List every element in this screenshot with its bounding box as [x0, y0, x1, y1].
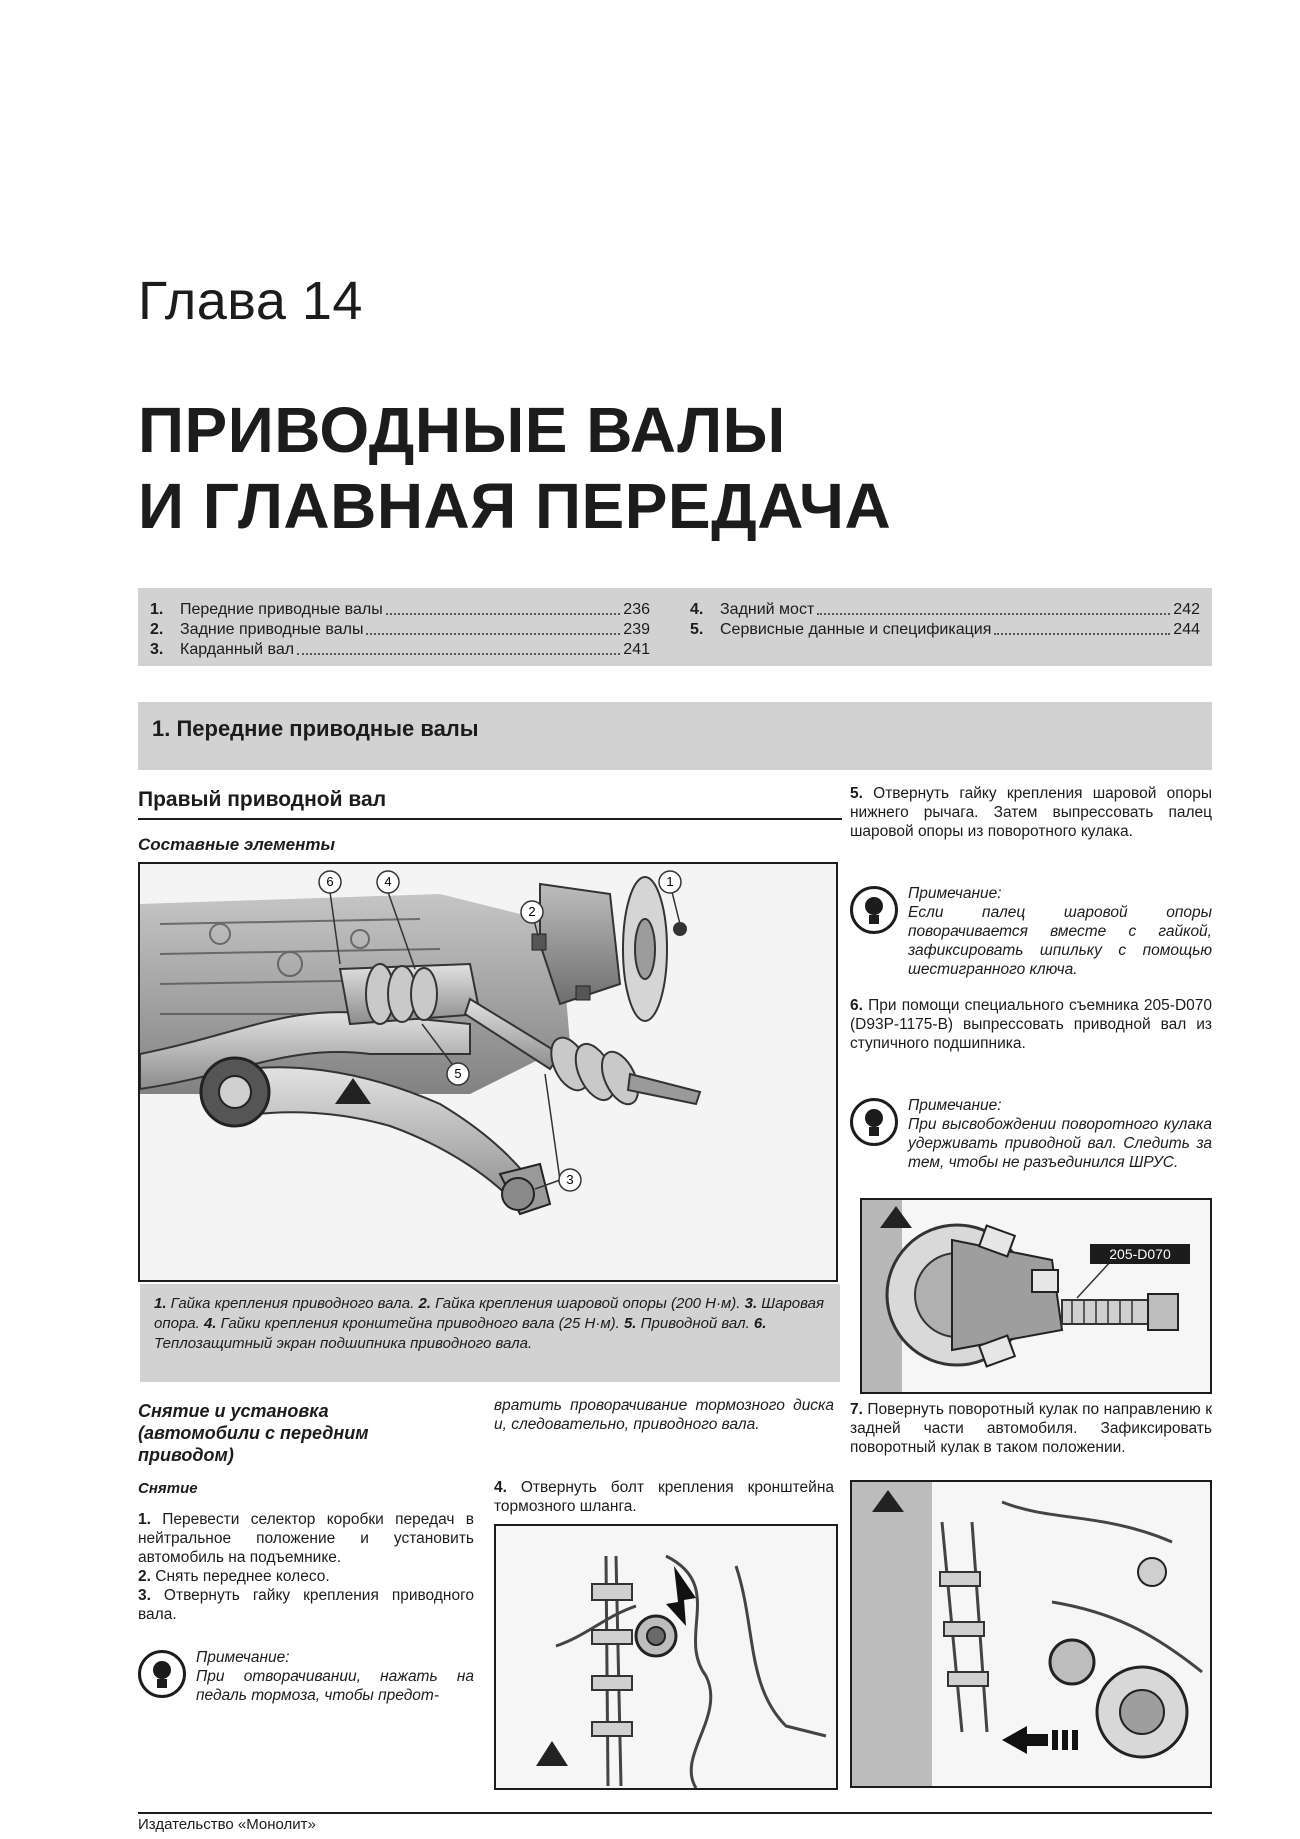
publisher-credit: Издательство «Монолит» [138, 1816, 316, 1833]
figure-caption: 1. Гайка крепления приводного вала. 2. Гайка крепления шаровой опоры (200 Н·м). 3. Шаровая опора. 4. Гайки крепления кронштейна приводного вала (25 Н·м). 5. Приводной вал. 6. Теплозащитный экран подшипника приводного вала. [140, 1284, 840, 1382]
footer-divider [138, 1812, 1212, 1814]
step-7: 7. Повернуть поворотный кулак по направлению к задней части автомобиля. Зафиксировать поворотный кулак в таком положении. [850, 1401, 1212, 1456]
lightbulb-icon [850, 886, 898, 934]
note-block-2 [850, 1096, 1212, 1172]
brake-hose-bracket-illustration [494, 1524, 838, 1790]
toc-item[interactable]: 5. Сервисные данные и спецификация 244 [690, 621, 1200, 638]
note-block-1 [850, 884, 1212, 979]
table-of-contents [138, 588, 1212, 666]
step-5: 5. Отвернуть гайку крепления шаровой опоры нижнего рычага. Затем выпрессовать палец шаровой опоры из поворотного кулака. [850, 785, 1212, 840]
lightbulb-icon [850, 1098, 898, 1146]
callout-1: 1 [666, 874, 674, 889]
chapter-title-line2: И ГЛАВНАЯ ПЕРЕДАЧА [138, 470, 892, 542]
note-label: Примечание: [908, 885, 1002, 902]
tool-label: 205-D070 [1109, 1246, 1171, 1262]
chapter-title [138, 392, 891, 544]
components-heading: Составные элементы [138, 835, 336, 854]
removal-steps [138, 1510, 474, 1624]
note-label: Примечание: [908, 1097, 1002, 1114]
lightbulb-icon [138, 1650, 186, 1698]
note-text: При отворачивании, нажать на педаль тормоза, чтобы предот- [196, 1668, 474, 1704]
section-title: 1. Передние приводные валы [152, 716, 479, 741]
chapter-label: Глава 14 [138, 271, 363, 331]
step-2: 2. Снять переднее колесо. [138, 1568, 330, 1585]
callout-5: 5 [454, 1066, 462, 1081]
note-text: Если палец шаровой опоры поворачивается вместе с гайкой, зафиксировать шпильку с помощью шестигранного ключа. [908, 904, 1212, 978]
puller-diagram [862, 1200, 1210, 1392]
toc-item[interactable]: 2. Задние приводные валы 239 [150, 621, 650, 638]
step-4: 4. Отвернуть болт крепления кронштейна тормозного шланга. [494, 1479, 834, 1515]
step-6: 6. При помощи специального съемника 205-D070 (D93P-1175-B) выпрессовать приводной вал из ступичного подшипника. [850, 997, 1212, 1052]
section-title-bar [138, 702, 1212, 770]
note-label: Примечание: [196, 1649, 290, 1666]
knuckle-rotation-illustration [850, 1480, 1212, 1788]
drive-shaft-diagram [140, 864, 838, 1282]
components-illustration [138, 862, 838, 1282]
knuckle-diagram [852, 1482, 1210, 1786]
callout-6: 6 [326, 874, 334, 889]
toc-item[interactable]: 1. Передние приводные валы 236 [150, 601, 650, 618]
callout-2: 2 [528, 904, 536, 919]
brake-hose-diagram [496, 1526, 836, 1788]
removal-heading: Снятие и установка (автомобили с передним приводом) [138, 1401, 369, 1465]
toc-item[interactable]: 3. Карданный вал 241 [150, 641, 650, 658]
step-3: 3. Отвернуть гайку крепления приводного вала. [138, 1587, 474, 1623]
note-block [138, 1648, 474, 1705]
hub-puller-illustration [860, 1198, 1212, 1394]
callout-4: 4 [384, 874, 392, 889]
removal-subheading: Снятие [138, 1480, 198, 1497]
toc-item[interactable]: 4. Задний мост 242 [690, 601, 1200, 618]
note-text: При высвобождении поворотного кулака удерживать приводной вал. Следить за тем, чтобы не разъединился ШРУС. [908, 1116, 1212, 1171]
note-continuation: вратить проворачивание тормозного диска и, следовательно, приводного вала. [494, 1397, 834, 1433]
callout-3: 3 [566, 1172, 574, 1187]
subsection-heading: Правый приводной вал [138, 788, 842, 820]
step-1: 1. Перевести селектор коробки передач в нейтральное положение и установить автомобиль на подъемнике. [138, 1511, 474, 1566]
chapter-title-line1: ПРИВОДНЫЕ ВАЛЫ [138, 394, 786, 466]
